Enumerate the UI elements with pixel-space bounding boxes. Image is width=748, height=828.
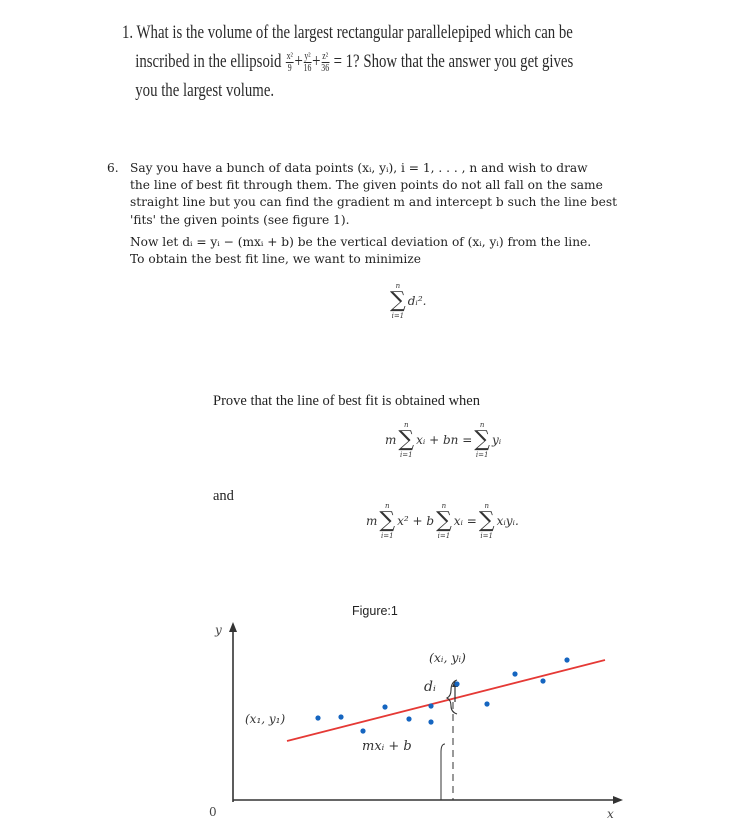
- fraction-z-den: 36: [321, 63, 330, 75]
- fraction-y-num: y²: [304, 51, 311, 63]
- fraction-x: [286, 51, 294, 74]
- best-fit-line: [287, 660, 605, 741]
- eq2-sum-2-upper: n: [441, 502, 447, 510]
- question-6: [107, 160, 717, 268]
- eq1-sum-2-upper: n: [479, 421, 485, 429]
- q6-paragraph-2: [107, 234, 717, 268]
- sigma-glyph: ∑: [398, 427, 415, 452]
- equation-1: [385, 421, 501, 459]
- eq1-sum-2-lower: i=1: [475, 451, 489, 459]
- data-point: [428, 703, 433, 708]
- prove-statement: Prove that the line of best fit is obtained when: [213, 393, 480, 409]
- eq2-term-3: xᵢyᵢ.: [496, 514, 519, 528]
- eq1-term-2: yᵢ: [491, 433, 502, 447]
- data-point: [564, 657, 569, 662]
- fraction-z-num: z²: [322, 51, 329, 63]
- eq2-sum-1-upper: n: [384, 502, 390, 510]
- data-point-i: [454, 681, 459, 686]
- bracket-line: [441, 744, 445, 800]
- fraction-x-num: x²: [286, 51, 293, 63]
- q1-line-2-pre: inscribed in the ellipsoid: [135, 51, 282, 72]
- line-equation-label: mxᵢ + b: [362, 739, 412, 754]
- data-point: [428, 719, 433, 724]
- q6-p1-line-1: Say you have a bunch of data points (xᵢ, yᵢ), i = 1, . . . , n and wish to draw: [130, 161, 588, 175]
- q6-paragraph-1: [107, 160, 717, 229]
- eq1-sum-1-lower: i=1: [399, 451, 413, 459]
- data-point: [540, 678, 545, 683]
- figure-title: Figure:1: [352, 604, 398, 618]
- data-point: [406, 716, 411, 721]
- eq1-coef-m: m: [385, 433, 397, 447]
- q1-line-2: inscribed in the ellipsoid $\frac{\text{x²}}{9}$ + $\frac{\text{y²}}{16}$ + $\frac{\text{z²}}{36}$ = 1? Show that the answer you get gives: [135, 51, 574, 75]
- data-point: [382, 704, 387, 709]
- sum-symbol: [390, 282, 406, 320]
- sigma-glyph: ∑: [478, 508, 495, 533]
- deviation-label: dᵢ: [424, 679, 436, 695]
- y-axis-label: y: [215, 623, 222, 637]
- fraction-y-den: 16: [303, 63, 312, 75]
- sigma-glyph: ∑: [379, 508, 396, 533]
- fraction-z: [321, 51, 329, 74]
- fraction-x-den: 9: [287, 63, 292, 75]
- data-points: [315, 657, 569, 733]
- y-axis-arrow: [229, 622, 237, 632]
- eq1-sum-1: [398, 421, 414, 459]
- sigma-glyph: ∑: [474, 427, 490, 452]
- first-point-label: (x₁, y₁): [245, 712, 286, 726]
- x-axis-arrow: [613, 796, 623, 804]
- eq2-sum-1: [379, 502, 395, 540]
- question-1: [122, 18, 662, 105]
- eq1-sum-2: [474, 421, 490, 459]
- eq2-sum-2: [436, 502, 452, 540]
- eq2-sum-3: [479, 502, 495, 540]
- equation-2: [366, 502, 519, 540]
- eq2-sum-3-lower: i=1: [480, 532, 493, 540]
- sigma-glyph: ∑: [436, 508, 452, 533]
- sigma-glyph: ∑: [390, 288, 406, 313]
- eq2-coef-m: m: [366, 514, 378, 528]
- data-point: [315, 715, 320, 720]
- q6-p1-line-3: straight line but you can find the gradient m and intercept b such the line best: [130, 195, 617, 210]
- data-point: [338, 714, 343, 719]
- data-point: [512, 671, 517, 676]
- sum-lower-limit: i=1: [391, 312, 405, 320]
- eq2-sum-2-lower: i=1: [437, 532, 451, 540]
- data-point: [484, 701, 489, 706]
- q6-p2-line-1: Now let dᵢ = yᵢ − (mxᵢ + b) be the vertical deviation of (xᵢ, yᵢ) from the line.: [130, 234, 592, 249]
- q1-line-1: 1. What is the volume of the largest rectangular parallelepiped which can be: [122, 22, 573, 43]
- eq1-sum-1-upper: n: [403, 421, 409, 429]
- and-connector: and: [213, 488, 234, 504]
- eq2-sum-1-lower: i=1: [380, 532, 394, 540]
- eq2-term-2: xᵢ =: [453, 514, 477, 528]
- q6-p2-line-2: To obtain the best fit line, we want to minimize: [130, 252, 421, 267]
- origin-label: 0: [209, 805, 217, 819]
- eq1-term-1: xᵢ + bn =: [416, 433, 473, 447]
- point-label: (xᵢ, yᵢ): [429, 650, 466, 665]
- data-point: [360, 728, 365, 733]
- q6-number: 6.: [107, 161, 119, 175]
- minimize-term: dᵢ².: [407, 294, 427, 308]
- q1-line-2-post: = 1? Show that the answer you get gives: [333, 51, 574, 72]
- figure-1-plot: [195, 620, 635, 820]
- eq2-sum-3-upper: n: [484, 502, 489, 510]
- x-axis-label: x: [607, 807, 614, 820]
- q1-line-3: you the largest volume.: [135, 80, 275, 101]
- sum-upper-limit: n: [395, 282, 401, 290]
- eq2-term-1: x² + b: [397, 514, 435, 528]
- q6-p1-line-4: 'fits' the given points (see figure 1).: [130, 212, 350, 227]
- minimize-expression: [388, 282, 426, 320]
- fraction-y: [304, 51, 312, 74]
- q6-p1-line-2: the line of best fit through them. The given points do not all fall on the same: [130, 178, 603, 193]
